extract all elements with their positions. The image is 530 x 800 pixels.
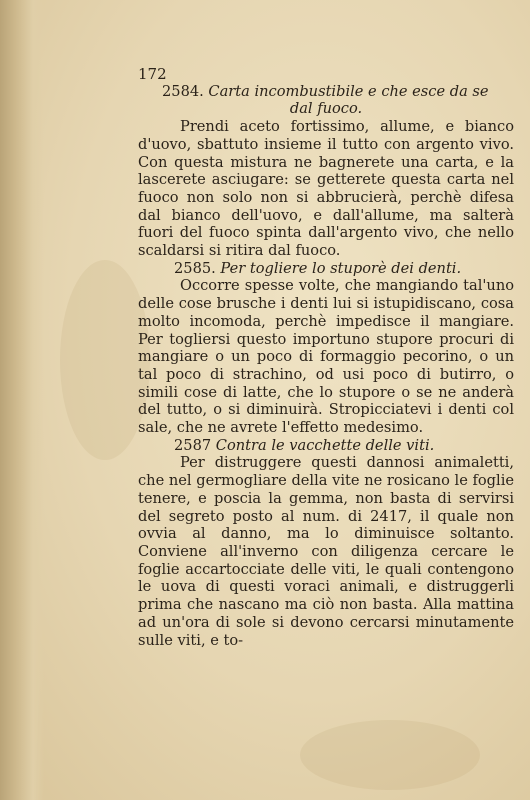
section-title-continuation: dal fuoco.	[289, 100, 363, 118]
section-heading	[138, 260, 514, 278]
section-heading	[138, 83, 514, 118]
page-number: 172	[138, 65, 167, 83]
section-title: Per togliere lo stuporè dei denti.	[220, 259, 462, 277]
section-number: 2585.	[174, 259, 216, 277]
page-gutter-shadow	[0, 0, 44, 800]
page-text	[138, 66, 514, 649]
section-body: Prendi aceto fortissimo, allume, e bianco d'uovo, sbattuto insieme il tutto con argento vivo. Con questa mistura ne bagnerete una carta, e la lascerete asciugare: se getterete questa carta nel fuoco non solo non si abbrucierà, perchè difesa dal bianco dell'uovo, e dall'allume, ma salterà fuori del fuoco spinta dall'argento vivo, che nello scaldarsi si ritira dal fuoco.	[138, 118, 514, 260]
section-heading	[138, 437, 514, 455]
section-body: Per distruggere questi dannosi animaletti, che nel germogliare della vite ne rosicano le foglie tenere, e poscia la gemma, non basta di servirsi del segreto posto al num. di 2417, il quale non ovvia al danno, ma lo diminuisce soltanto. Conviene all'inverno con diligenza cercare le foglie accartocciate delle viti, le quali contengono le uova di questi voraci animali, e distruggerli prima che nascano ma ciò non basta. Alla mattina ad un'ora di sole si devono cercarsi minutamente sulle viti, e to-	[138, 454, 514, 649]
section-body: Occorre spesse volte, che mangiando tal'uno delle cose brusche i denti lui si istupidiscano, cosa molto incomoda, perchè impedisce il mangiare. Per togliersi questo importuno stupore procuri di mangiare o un poco di formaggio pecorino, o un tal poco di strachino, od usi poco di butirro, o simili cose di latte, che lo stupore o se ne anderà del tutto, o si diminuirà. Stropicciatevi i denti col sale, che ne avrete l'effetto medesimo.	[138, 277, 514, 437]
section-title: Carta incombustibile e che esce da se	[208, 82, 489, 100]
paper-stain	[60, 260, 150, 460]
section-number: 2587	[174, 436, 212, 454]
section-title: Contra le vacchette delle viti.	[215, 436, 435, 454]
paper-stain	[300, 720, 480, 790]
section-number: 2584.	[162, 82, 204, 100]
